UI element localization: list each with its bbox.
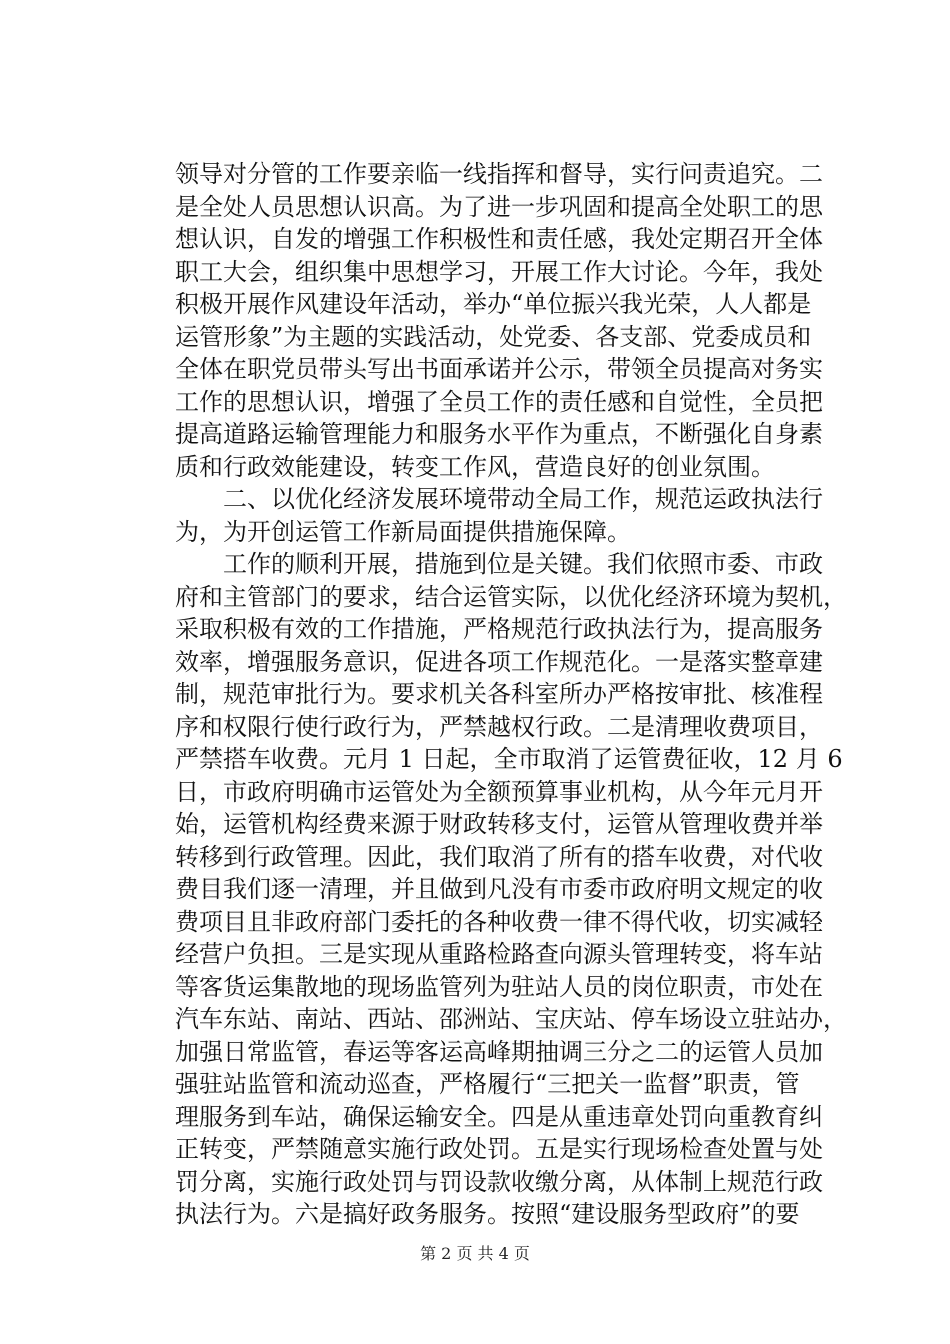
text-line: 严禁搭车收费。元月 1 日起，全市取消了运管费征收，12 月 6 xyxy=(175,745,843,773)
text-line: 强驻站监管和流动巡查，严格履行“三把关一监督”职责，管 xyxy=(175,1070,800,1098)
body-text xyxy=(175,158,847,1231)
text-line: 执法行为。六是搞好政务服务。按照“建设服务型政府”的要 xyxy=(175,1200,800,1228)
section-heading-line: 二、以优化经济发展环境带动全局工作，规范运政执法行 xyxy=(175,485,823,513)
text-line: 理服务到车站，确保运输安全。四是从重违章处罚向重教育纠 xyxy=(175,1102,823,1131)
text-line: 府和主管部门的要求，结合运管实际，以优化经济环境为契机， xyxy=(175,582,847,611)
text-line: 制，规范审批行为。要求机关各科室所办严格按审批、核准程 xyxy=(175,680,823,708)
text-line: 想认识，自发的增强工作积极性和责任感，我处定期召开全体 xyxy=(175,225,823,253)
text-line: 领导对分管的工作要亲临一线指挥和督导，实行问责追究。二 xyxy=(175,160,823,188)
text-line: 全体在职党员带头写出书面承诺并公示，带领全员提高对务实 xyxy=(175,355,823,383)
text-line: 职工大会，组织集中思想学习，开展工作大讨论。今年，我处 xyxy=(175,257,823,286)
section-heading-line: 为，为开创运管工作新局面提供措施保障。 xyxy=(175,517,631,546)
text-line: 提高道路运输管理能力和服务水平作为重点，不断强化自身素 xyxy=(175,420,823,448)
text-line: 加强日常监管，春运等客运高峰期抽调三分之二的运管人员加 xyxy=(175,1037,823,1066)
text-line: 序和权限行使行政行为，严禁越权行政。二是清理收费项目， xyxy=(175,712,823,741)
text-line: 始，运管机构经费来源于财政转移支付，运管从管理收费并举 xyxy=(175,810,823,838)
text-line: 是全处人员思想认识高。为了进一步巩固和提高全处职工的思 xyxy=(175,192,823,221)
text-line: 转移到行政管理。因此，我们取消了所有的搭车收费，对代收 xyxy=(175,842,823,871)
text-line: 费项目且非政府部门委托的各种收费一律不得代收，切实减轻 xyxy=(175,907,823,936)
text-line: 日，市政府明确市运管处为全额预算事业机构，从今年元月开 xyxy=(175,777,823,806)
text-line: 质和行政效能建设，转变工作风，营造良好的创业氛围。 xyxy=(175,452,775,481)
text-line: 采取积极有效的工作措施，严格规范行政执法行为，提高服务 xyxy=(175,615,823,643)
text-line: 积极开展作风建设年活动，举办“单位振兴我光荣，人人都是 xyxy=(175,290,812,318)
text-line: 工作的思想认识，增强了全员工作的责任感和自觉性，全员把 xyxy=(175,387,823,416)
text-line: 运管形象”为主题的实践活动，处党委、各支部、党委成员和 xyxy=(175,322,812,351)
text-line: 罚分离，实施行政处罚与罚设款收缴分离，从体制上规范行政 xyxy=(175,1167,823,1196)
text-line: 汽车东站、南站、西站、邵洲站、宝庆站、停车场设立驻站办， xyxy=(175,1005,847,1033)
text-line: 正转变，严禁随意实施行政处罚。五是实行现场检查处置与处 xyxy=(175,1135,823,1163)
text-line: 效率，增强服务意识，促进各项工作规范化。一是落实整章建 xyxy=(175,647,823,676)
text-line: 费目我们逐一清理，并且做到凡没有市委市政府明文规定的收 xyxy=(175,875,823,903)
text-line: 等客货运集散地的现场监管列为驻站人员的岗位职责，市处在 xyxy=(175,972,823,1001)
page-number-footer: 第 2 页 共 4 页 xyxy=(420,1244,530,1263)
text-line: 工作的顺利开展，措施到位是关键。我们依照市委、市政 xyxy=(175,550,823,578)
text-line: 经营户负担。三是实现从重路检路查向源头管理转变，将车站 xyxy=(175,940,823,968)
